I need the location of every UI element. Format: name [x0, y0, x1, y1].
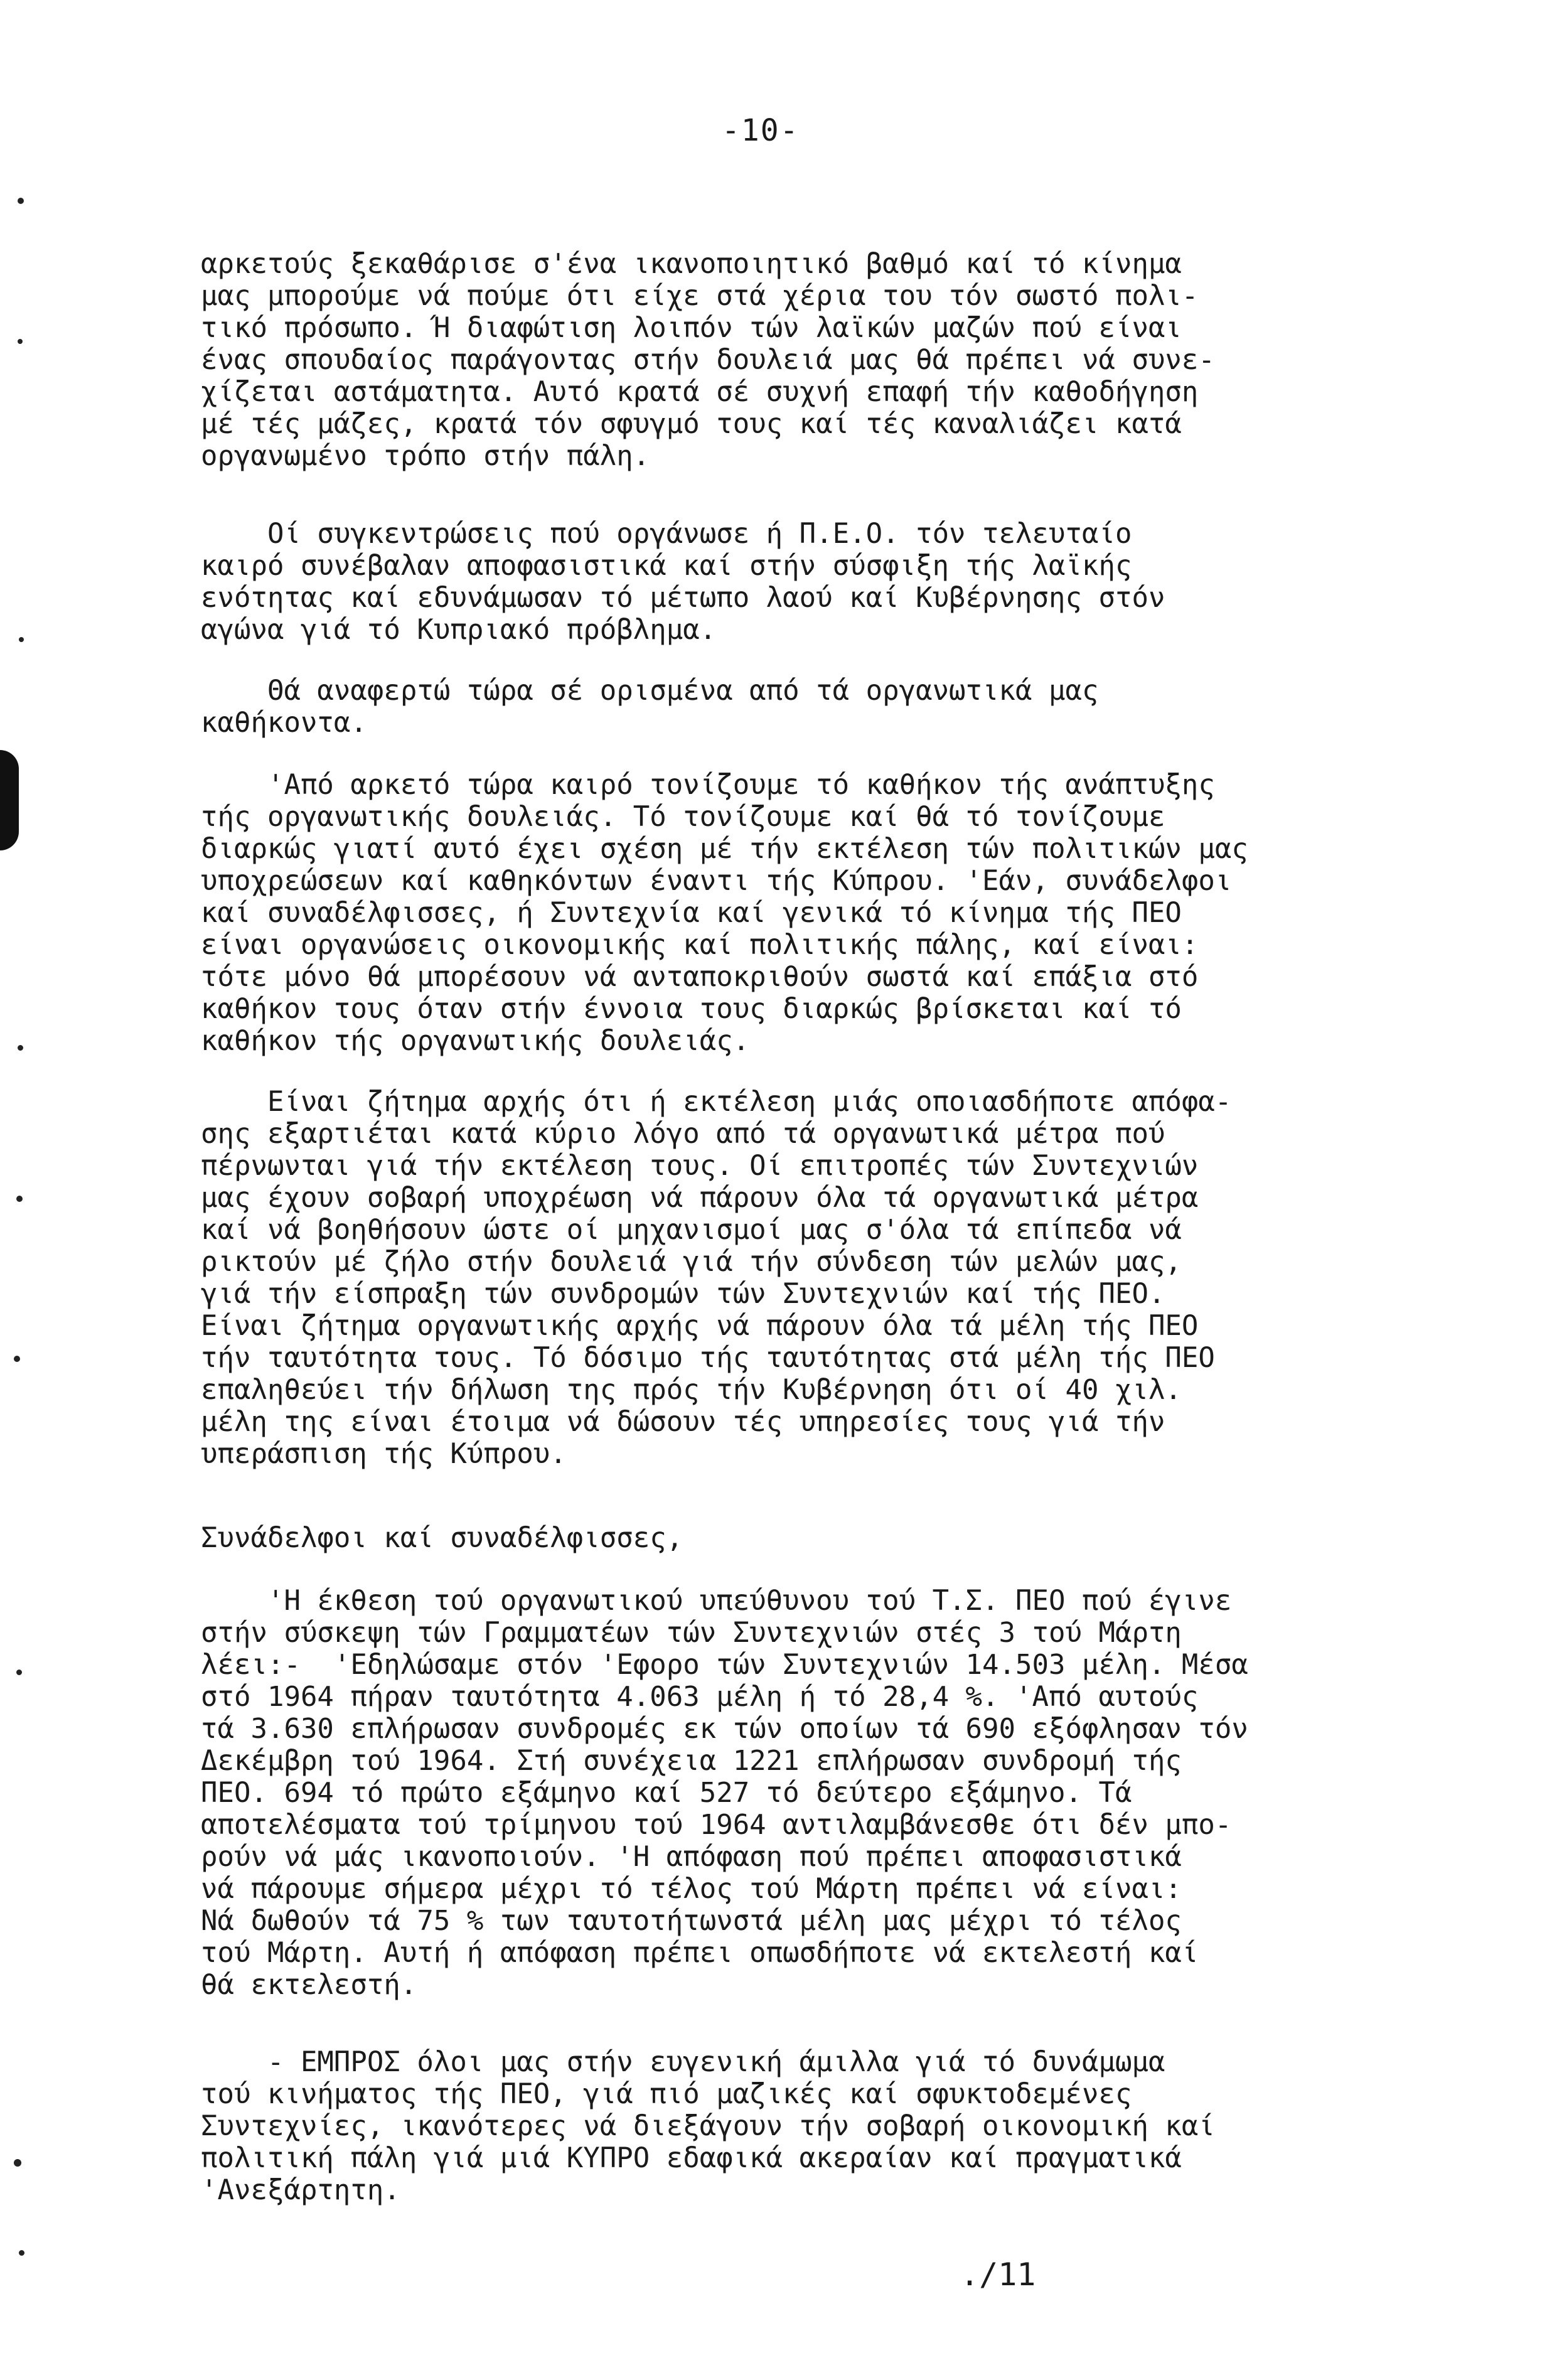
text-line: ρικτούν μέ ζήλο στήν δουλειά γιά τήν σύνδεση τών μελών μας, — [201, 1246, 1182, 1278]
text-line: 'Ανεξάρτητη. — [201, 2174, 400, 2206]
scan-speck — [19, 637, 24, 642]
text-line: υποχρεώσεων καί καθηκόντων έναντι τής Κύπρου. 'Εάν, συνάδελφοι — [201, 865, 1232, 897]
text-line: Είναι ζήτημα οργανωτικής αρχής νά πάρουν όλα τά μέλη τής ΠΕΟ — [201, 1310, 1199, 1342]
text-line: 'Η έκθεση τού οργανωτικού υπεύθυνου τού Τ.Σ. ΠΕΟ πού έγινε — [201, 1585, 1232, 1617]
text-line: καιρό συνέβαλαν αποφασιστικά καί στήν σύσφιξη τής λαϊκής — [201, 550, 1132, 582]
salutation: Συνάδελφοι καί συναδέλφισσες, — [201, 1522, 683, 1554]
text-line: διαρκώς γιατί αυτό έχει σχέση μέ τήν εκτέλεση τών πολιτικών μας — [201, 833, 1248, 865]
text-line: τήν ταυτότητα τους. Τό δόσιμο τής ταυτότητας στά μέλη τής ΠΕΟ — [201, 1342, 1215, 1374]
text-line: πέρνωνται γιά τήν εκτέλεση τους. Οί επιτροπές τών Συντεχνιών — [201, 1150, 1199, 1182]
text-line: στό 1964 πήραν ταυτότητα 4.063 μέλη ή τό 28,4 %. 'Από αυτούς — [201, 1681, 1199, 1713]
scan-speck — [14, 1356, 20, 1362]
text-line: υπεράσπιση τής Κύπρου. — [201, 1438, 567, 1470]
text-line: καθήκον τους όταν στήν έννοια τους διαρκώς βρίσκεται καί τό — [201, 993, 1182, 1025]
paragraph-2 — [201, 518, 1418, 646]
text-line: χίζεται αστάματητα. Αυτό κρατά σέ συχνή επαφή τήν καθοδήγηση — [201, 376, 1199, 408]
text-line: θά εκτελεστή. — [201, 1969, 417, 2001]
text-line: Οί συγκεντρώσεις πού οργάνωσε ή Π.Ε.Ο. τόν τελευταίο — [201, 518, 1132, 550]
text-line: καί νά βοηθήσουν ώστε οί μηχανισμοί μας σ'όλα τά επίπεδα νά — [201, 1214, 1182, 1246]
text-line: Θά αναφερτώ τώρα σέ ορισμένα από τά οργανωτικά μας — [201, 675, 1099, 707]
text-line: γιά τήν είσπραξη τών συνδρομών τών Συντεχνιών καί τής ΠΕΟ. — [201, 1278, 1165, 1310]
text-line: αγώνα γιά τό Κυπριακό πρόβλημα. — [201, 614, 717, 646]
text-line: επαληθεύει τήν δήλωση της πρός τήν Κυβέρνηση ότι οί 40 χιλ. — [201, 1374, 1182, 1406]
text-line: τά 3.630 επλήρωσαν συνδρομές εκ τών οποίων τά 690 εξόφλησαν τόν — [201, 1713, 1248, 1745]
scan-speck — [16, 1196, 23, 1202]
scan-speck — [18, 198, 24, 204]
paragraph-5 — [201, 1086, 1418, 1470]
text-line: μέλη της είναι έτοιμα νά δώσουν τές υπηρεσίες τους γιά τήν — [201, 1406, 1165, 1438]
text-line: οργανωμένο τρόπο στήν πάλη. — [201, 440, 650, 472]
text-line: καί συναδέλφισσες, ή Συντεχνία καί γενικά τό κίνημα τής ΠΕΟ — [201, 897, 1182, 929]
text-line: ενότητας καί εδυνάμωσαν τό μέτωπο λαού καί Κυβέρνησης στόν — [201, 582, 1165, 614]
text-line: νά πάρουμε σήμερα μέχρι τό τέλος τού Μάρτη πρέπει νά είναι: — [201, 1873, 1182, 1905]
continuation-marker: ./11 — [960, 2256, 1036, 2293]
page-number: -10- — [722, 113, 800, 148]
text-line: αποτελέσματα τού τρίμηνου τού 1964 αντιλαμβάνεσθε ότι δέν μπο- — [201, 1809, 1232, 1841]
text-line: Νά δωθούν τά 75 % των ταυτοτήτωνστά μέλη μας μέχρι τό τέλος — [201, 1905, 1182, 1937]
paragraph-7 — [201, 2046, 1418, 2206]
text-line: αρκετούς ξεκαθάρισε σ'ένα ικανοποιητικό βαθμό καί τό κίνημα — [201, 248, 1182, 280]
text-line: τού κινήματος τής ΠΕΟ, γιά πιό μαζικές καί σφυκτοδεμένες — [201, 2078, 1132, 2110]
text-line: μας μπορούμε νά πούμε ότι είχε στά χέρια του τόν σωστό πολι- — [201, 280, 1199, 312]
text-line: - ΕΜΠΡΟΣ όλοι μας στήν ευγενική άμιλλα γιά τό δυνάμωμα — [201, 2046, 1165, 2078]
text-line: ΠΕΟ. 694 τό πρώτο εξάμηνο καί 527 τό δεύτερο εξάμηνο. Τά — [201, 1777, 1132, 1809]
text-line: τικό πρόσωπο. Ή διαφώτιση λοιπόν τών λαϊκών μαζών πού είναι — [201, 312, 1182, 344]
text-line: σης εξαρτιέται κατά κύριο λόγο από τά οργανωτικά μέτρα πού — [201, 1118, 1165, 1150]
scan-speck — [16, 1670, 22, 1675]
text-line: ένας σπουδαίος παράγοντας στήν δουλειά μας θά πρέπει νά συνε- — [201, 344, 1215, 376]
text-line: ρούν νά μάς ικανοποιούν. 'Η απόφαση πού πρέπει αποφασιστικά — [201, 1841, 1182, 1873]
text-line: Είναι ζήτημα αρχής ότι ή εκτέλεση μιάς οποιασδήποτε απόφα- — [201, 1086, 1232, 1118]
text-line: τότε μόνο θά μπορέσουν νά ανταποκριθούν σωστά καί επάξια στό — [201, 961, 1199, 993]
text-line: Συντεχνίες, ικανότερες νά διεξάγουν τήν σοβαρή οικονομική καί — [201, 2110, 1215, 2142]
scan-speck — [18, 339, 23, 344]
text-line: τού Μάρτη. Αυτή ή απόφαση πρέπει οπωσδήποτε νά εκτελεστή καί — [201, 1937, 1199, 1969]
paragraph-4 — [201, 769, 1418, 1057]
scan-speck — [14, 2159, 21, 2167]
paragraph-3 — [201, 675, 1418, 739]
text-line: 'Από αρκετό τώρα καιρό τονίζουμε τό καθήκον τής ανάπτυξης — [201, 769, 1215, 801]
text-line: μας έχουν σοβαρή υποχρέωση νά πάρουν όλα τά οργανωτικά μέτρα — [201, 1182, 1199, 1214]
text-line: πολιτική πάλη γιά μιά ΚΥΠΡΟ εδαφικά ακεραίαν καί πραγματικά — [201, 2142, 1182, 2174]
paragraph-6 — [201, 1585, 1418, 2001]
text-line: λέει:- 'Εδηλώσαμε στόν 'Εφορο τών Συντεχνιών 14.503 μέλη. Μέσα — [201, 1649, 1248, 1681]
text-line: τής οργανωτικής δουλειάς. Τό τονίζουμε καί θά τό τονίζουμε — [201, 801, 1165, 833]
text-line: στήν σύσκεψη τών Γραμματέων τών Συντεχνιών στές 3 τού Μάρτη — [201, 1617, 1182, 1649]
text-line: Δεκέμβρη τού 1964. Στή συνέχεια 1221 επλήρωσαν συνδρομή τής — [201, 1745, 1182, 1777]
text-line: μέ τές μάζες, κρατά τόν σφυγμό τους καί τές καναλιάζει κατά — [201, 408, 1182, 440]
scan-speck — [18, 1045, 23, 1051]
scan-edge-artifact — [0, 750, 19, 850]
text-line: καθήκοντα. — [201, 707, 367, 739]
text-line: είναι οργανώσεις οικονομικής καί πολιτικής πάλης, καί είναι: — [201, 929, 1199, 961]
paragraph-1 — [201, 248, 1418, 472]
scan-speck — [19, 2250, 24, 2256]
text-line: καθήκον τής οργανωτικής δουλειάς. — [201, 1025, 750, 1057]
